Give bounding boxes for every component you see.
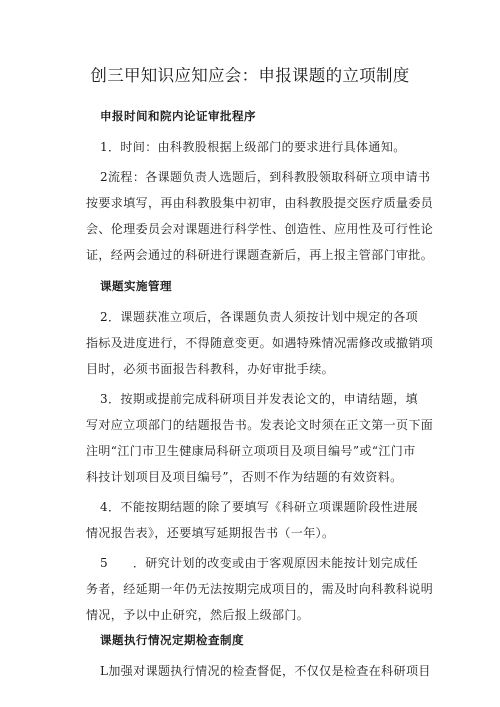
section-implementation: [86, 278, 434, 628]
text-line: 指标及进度进行，不得随意变更。如遇特殊情况需修改或撤销项: [86, 336, 434, 350]
text-line: 5 ．研究计划的改变或由于客观原因未能按计划完成任: [100, 556, 419, 570]
text-line: 2．课题获准立项后，各课题负责人须按计划中规定的各项: [100, 310, 419, 324]
section-application-procedure: [86, 108, 434, 268]
section-heading: 申报时间和院内论证审批程序: [100, 109, 256, 123]
section-periodic-inspection: [86, 632, 431, 684]
text-line: 情况，予以中止研究，然后报上级部门。: [86, 608, 310, 622]
text-line: 科技计划项目及项目编号”，否则不作为结题的有效资料。: [86, 470, 403, 484]
text-line: 证，经两会通过的科研进行课题查新后，再上报主管部门审批。: [86, 248, 434, 262]
text-line: 1．时间：由科教股根据上级部门的要求进行具体通知。: [100, 140, 406, 154]
text-line: 务者，经延期一年仍无法按期完成项目的，需及时向科教科说明: [86, 582, 434, 596]
paragraph-item-2: [86, 304, 434, 382]
text-line: 会、伦理委员会对课题进行科学性、创造性、应用性及可行性论: [86, 222, 434, 236]
text-line: L加强对课题执行情况的检查督促，不仅仅是检查在科研项目: [100, 664, 431, 678]
text-line: 4．不能按期结题的除了要填写《科研立项课题阶段性进展: [100, 500, 419, 514]
section-heading: 课题执行情况定期检查制度: [100, 633, 244, 647]
paragraph-process: [86, 164, 434, 268]
text-line: 注明“江门市卫生健康局科研立项项目及项目编号”或“江门市: [86, 444, 416, 458]
paragraph-item-4: [86, 494, 428, 546]
text-line: 按要求填写，再由科教股集中初审，由科教股提交医疗质量委员: [86, 196, 434, 210]
text-line: 写对应立项部门的结题报告书。发表论文时须在正文第一页下面: [86, 418, 434, 432]
paragraph-time: [86, 134, 428, 160]
text-line: 2流程：各课题负责人选题后，到科教股领取科研立项申请书: [100, 170, 431, 184]
paragraph-item-3: [86, 386, 434, 490]
section-heading: 课题实施管理: [100, 279, 172, 293]
text-line: 情况报告表》，还要填写延期报告书（一年）。: [86, 526, 335, 540]
paragraph-inspection: [86, 658, 431, 684]
page-title: 创三甲知识应知应会：申报课题的立项制度: [90, 66, 410, 85]
text-line: 目时，必须书面报告科教科，办好审批手续。: [86, 362, 335, 376]
text-line: 3．按期或提前完成科研项目并发表论文的，申请结题，填: [100, 392, 419, 406]
paragraph-item-5: [86, 550, 434, 628]
